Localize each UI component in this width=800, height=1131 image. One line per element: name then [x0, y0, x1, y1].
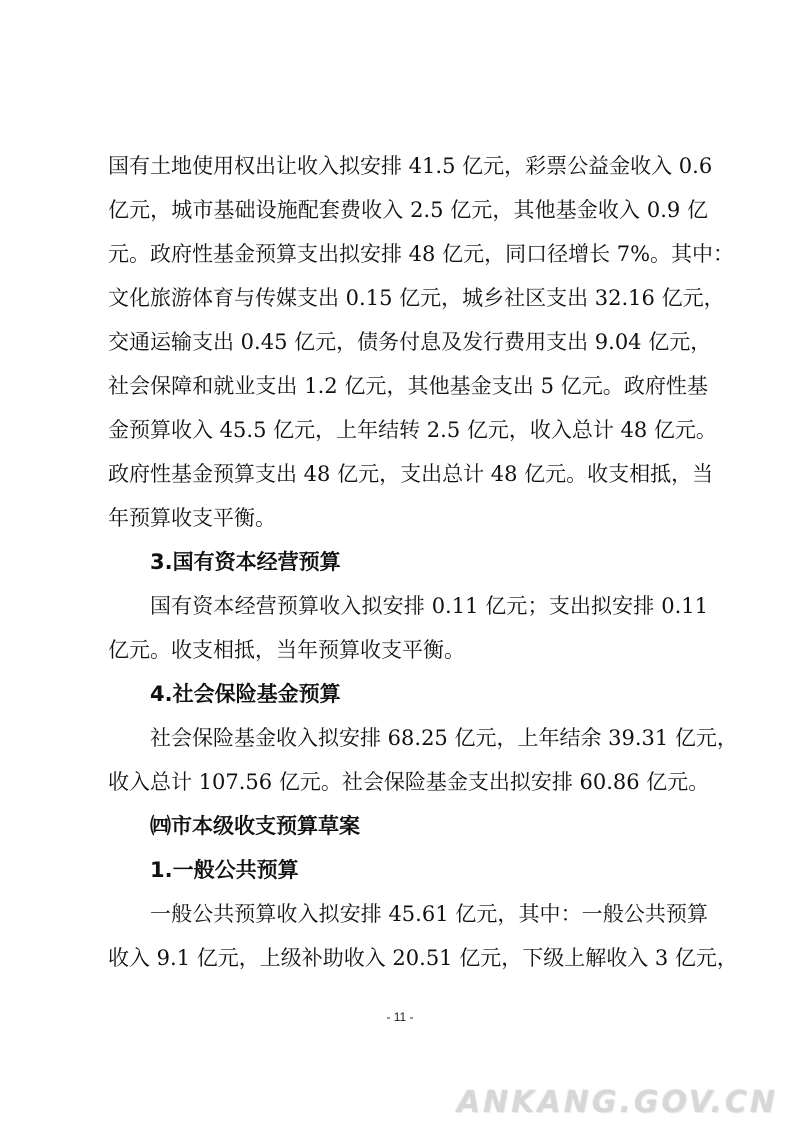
paragraph-line: 国有资本经营预算收入拟安排 0.11 亿元；支出拟安排 0.11 — [150, 594, 708, 618]
paragraph-line: 交通运输支出 0.45 亿元，债务付息及发行费用支出 9.04 亿元， — [108, 330, 712, 354]
paragraph-line: 金预算收入 45.5 亿元，上年结转 2.5 亿元，收入总计 48 亿元。 — [108, 418, 717, 442]
paragraph-line: 一般公共预算收入拟安排 45.61 亿元，其中：一般公共预算 — [150, 902, 708, 926]
paragraph-line: 国有土地使用权出让收入拟安排 41.5 亿元，彩票公益金收入 0.6 — [108, 154, 713, 178]
paragraph-line: 收入 9.1 亿元，上级补助收入 20.51 亿元，下级上解收入 3 亿元， — [108, 946, 738, 970]
paragraph-line: 亿元。收支相抵，当年预算收支平衡。 — [108, 638, 465, 662]
section-heading-city-budget: ㈣市本级收支预算草案 — [150, 814, 360, 838]
paragraph-line: 元。政府性基金预算支出拟安排 48 亿元，同口径增长 7%。其中： — [108, 242, 735, 266]
paragraph-line: 政府性基金预算支出 48 亿元，支出总计 48 亿元。收支相抵，当 — [108, 462, 714, 486]
paragraph-line: 年预算收支平衡。 — [108, 506, 276, 530]
page-number: - 11 - — [386, 1010, 414, 1024]
section-heading-general-budget: 1.一般公共预算 — [150, 858, 299, 882]
paragraph-line: 社会保障和就业支出 1.2 亿元，其他基金支出 5 亿元。政府性基 — [108, 374, 708, 398]
section-heading-social-insurance: 4.社会保险基金预算 — [150, 682, 341, 706]
section-heading-state-capital: 3.国有资本经营预算 — [150, 550, 341, 574]
paragraph-line: 社会保险基金收入拟安排 68.25 亿元，上年结余 39.31 亿元， — [150, 726, 738, 750]
site-watermark: ANKANG.GOV.CN — [456, 1085, 778, 1120]
paragraph-line: 亿元，城市基础设施配套费收入 2.5 亿元，其他基金收入 0.9 亿 — [108, 198, 708, 222]
paragraph-line: 收入总计 107.56 亿元。社会保险基金支出拟安排 60.86 亿元。 — [108, 770, 710, 794]
paragraph-line: 文化旅游体育与传媒支出 0.15 亿元，城乡社区支出 32.16 亿元， — [108, 286, 725, 310]
